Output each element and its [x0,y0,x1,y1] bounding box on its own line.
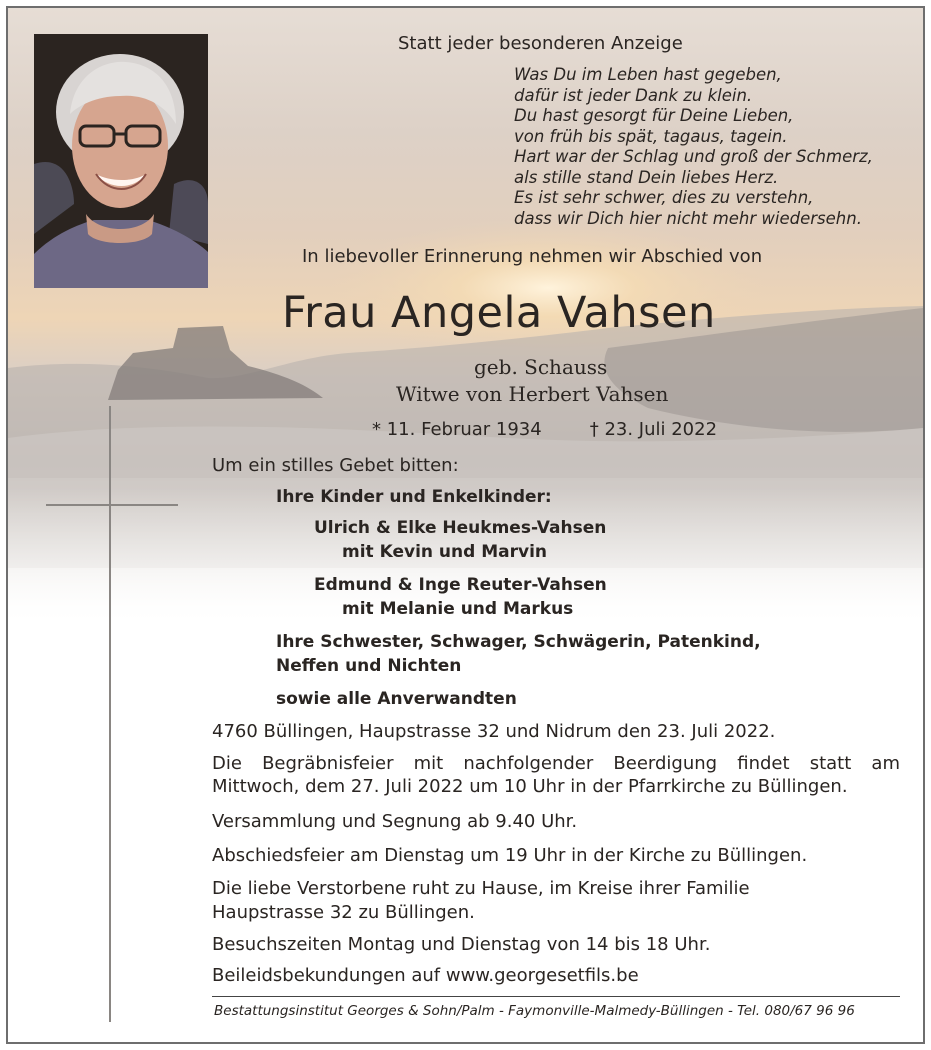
prayer-request: Um ein stilles Gebet bitten: [212,455,459,476]
poem-line: Hart war der Schlag und groß der Schmerz, [514,147,873,166]
poem-line: Du hast gesorgt für Deine Lieben, [514,106,794,125]
family-1: Ulrich & Elke Heukmes-Vahsen [314,518,607,538]
family-1-children: mit Kevin und Marvin [342,542,547,562]
place-date: 4760 Büllingen, Haupstrasse 32 und Nidrum den 23. Juli 2022. [212,721,776,742]
widow-of: Witwe von Herbert Vahsen [396,382,669,406]
birth-date: * 11. Februar 1934 [372,419,542,440]
relatives-line: sowie alle Anverwandten [276,689,517,709]
life-dates [372,419,717,440]
ruht-line-1: Die liebe Verstorbene ruht zu Hause, im Kreise ihrer Familie [212,878,750,899]
poem-line: dass wir Dich hier nicht mehr wiedersehn. [514,208,862,228]
portrait-photo [34,34,208,288]
intro-heading: Statt jeder besonderen Anzeige [398,33,683,54]
siblings-line-1: Ihre Schwester, Schwager, Schwägerin, Patenkind, [276,632,761,652]
abschiedsfeier-line: Abschiedsfeier am Dienstag um 19 Uhr in der Kirche zu Büllingen. [212,845,808,866]
poem-line: dafür ist jeder Dank zu klein. [514,85,753,105]
death-date: † 23. Juli 2022 [589,419,718,440]
family-2: Edmund & Inge Reuter-Vahsen [314,575,607,595]
abschied-line: In liebevoller Erinnerung nehmen wir Abschied von [302,246,763,267]
condolences-line: Beileidsbekundungen auf www.georgesetfils.be [212,965,639,986]
mourners-heading: Ihre Kinder und Enkelkinder: [276,487,552,507]
poem-line: von früh bis spät, tagaus, tagein. [514,126,788,146]
poem-line: als stille stand Dein liebes Herz. [514,167,779,187]
funeral-line-1: Die Begräbnisfeier mit nachfolgender Beerdigung findet statt am [212,753,900,774]
ruht-line-2: Haupstrasse 32 zu Büllingen. [212,902,475,923]
versammlung-line: Versammlung und Segnung ab 9.40 Uhr. [212,811,578,832]
obituary-card [6,6,925,1044]
deceased-name: Frau Angela Vahsen [282,288,716,338]
funeral-home-footer: Bestattungsinstitut Georges & Sohn/Palm - Faymonville-Malmedy-Büllingen - Tel. 080/67 96 96 [214,1003,855,1019]
visiting-hours: Besuchszeiten Montag und Dienstag von 14 bis 18 Uhr. [212,934,711,955]
poem [514,65,873,229]
poem-line: Es ist sehr schwer, dies zu verstehn, [514,188,814,207]
siblings-line-2: Neffen und Nichten [276,656,462,676]
poem-line: Was Du im Leben hast gegeben, [514,65,782,84]
footer-divider [212,996,900,997]
family-2-children: mit Melanie und Markus [342,599,574,619]
maiden-name: geb. Schauss [474,355,608,379]
funeral-line-2: Mittwoch, dem 27. Juli 2022 um 10 Uhr in der Pfarrkirche zu Büllingen. [212,776,848,797]
